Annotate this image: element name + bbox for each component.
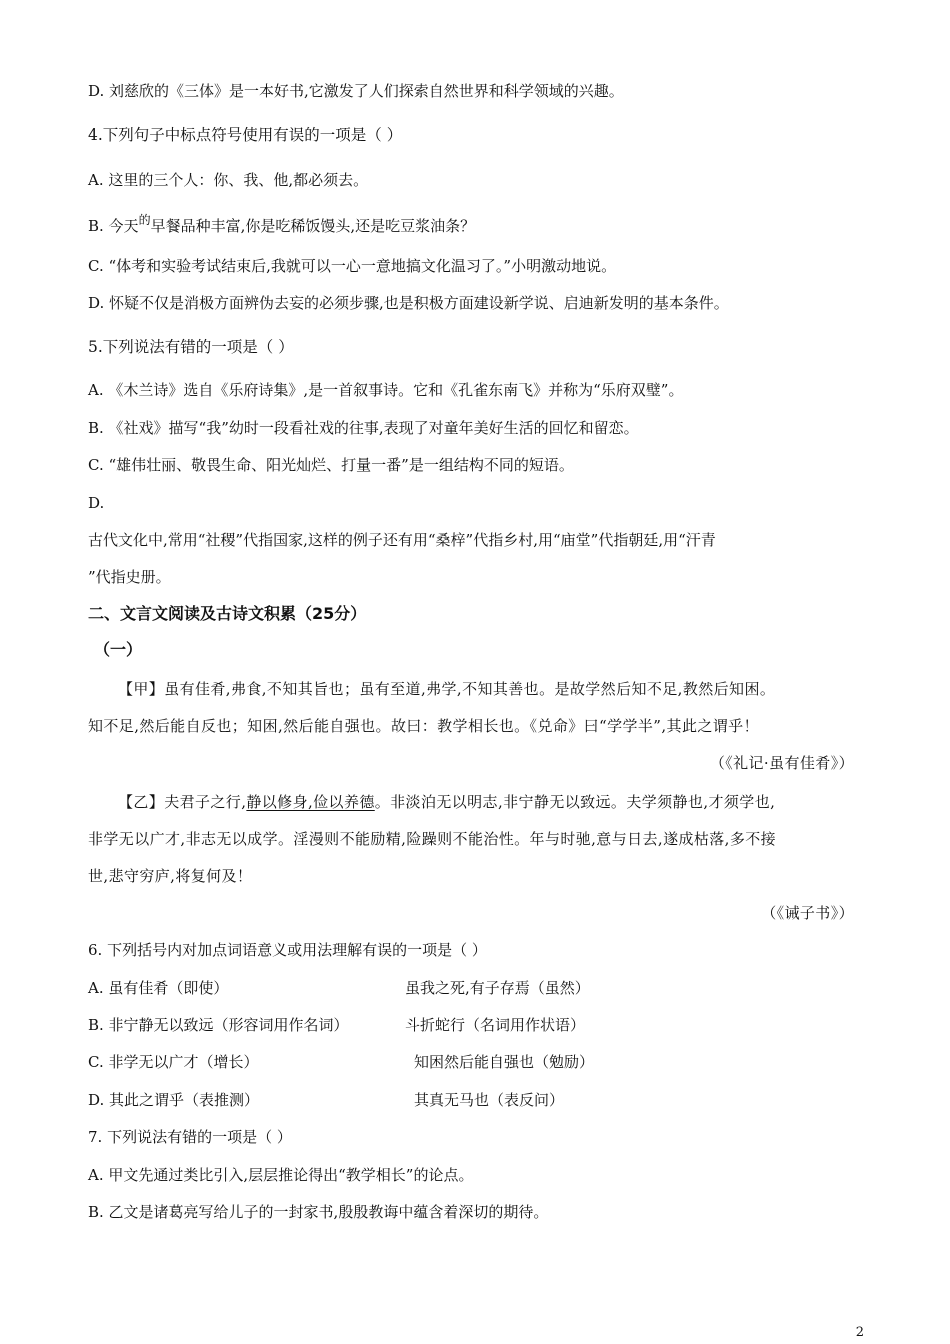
passage-yi-post: 。非淡泊无以明志,非宁静无以致远。夫学须静也,才须学也,	[374, 793, 776, 811]
q6-option-a-left: A. 虽有佳肴（即使）	[88, 979, 229, 997]
q4-option-b-pre: B. 今天	[88, 217, 139, 235]
q6-option-d-right: 其真无马也（表反问）	[414, 1091, 565, 1109]
q5-option-b: B. 《社戏》描写“我”幼时一段看社戏的往事,表现了对童年美好生活的回忆和留恋。	[88, 419, 639, 437]
q6-option-b-right: 斗折蛇行（名词用作状语）	[405, 1016, 586, 1034]
q5-option-c: C. “雄伟壮丽、敬畏生命、阳光灿烂、打量一番”是一组结构不同的短语。	[88, 456, 574, 474]
passage-yi-underlined: 静以修身,俭以养德	[246, 793, 375, 811]
q4-stem: 4.下列句子中标点符号使用有误的一项是（ ）	[88, 126, 403, 144]
q7-option-a: A. 甲文先通过类比引入,层层推论得出“教学相长”的论点。	[88, 1166, 474, 1184]
passage-yi-line1	[118, 792, 775, 812]
q6-stem: 6. 下列括号内对加点词语意义或用法理解有误的一项是（ ）	[88, 941, 487, 959]
q7-stem: 7. 下列说法有错的一项是（ ）	[88, 1128, 292, 1146]
q6-option-c-right: 知困然后能自强也（勉励）	[414, 1053, 595, 1071]
q5-option-d-label: D.	[88, 494, 105, 512]
q4-option-b-post: 早餐品种丰富,你是吃稀饭馒头,还是吃豆浆油条？	[150, 217, 476, 235]
q4-option-d: D. 怀疑不仅是消极方面辨伪去妄的必须步骤,也是积极方面建设新学说、启迪新发明的基本条件。	[88, 294, 729, 312]
passage-yi-pre: 【乙】夫君子之行,	[118, 793, 247, 811]
q6-option-d-left: D. 其此之谓乎（表推测）	[88, 1091, 260, 1109]
q4-option-b	[88, 213, 476, 237]
q5-option-d-line1: 古代文化中,常用“社稷”代指国家,这样的例子还有用“桑梓”代指乡村,用“庙堂”代指朝廷,用“汗青	[88, 531, 716, 549]
q4-option-a: A. 这里的三个人：你、我、他,都必须去。	[88, 171, 369, 189]
page-number: 2	[855, 1325, 864, 1340]
q6-option-c-left: C. 非学无以广才（增长）	[88, 1053, 259, 1071]
q6-option-b-left: B. 非宁静无以致远（形容词用作名词）	[88, 1016, 349, 1034]
q7-option-b: B. 乙文是诸葛亮写给儿子的一封家书,殷殷教诲中蕴含着深切的期待。	[88, 1203, 549, 1221]
q5-option-a: A. 《木兰诗》选自《乐府诗集》,是一首叙事诗。它和《孔雀东南飞》并称为“乐府双璧”。	[88, 381, 684, 399]
passage-yi-source: （《诫子书》）	[761, 904, 854, 922]
q4-option-b-sup: 的	[138, 213, 151, 227]
q5-option-d-line2: ”代指史册。	[88, 568, 171, 586]
q5-stem: 5.下列说法有错的一项是（ ）	[88, 338, 294, 356]
passage-yi-line2: 非学无以广才,非志无以成学。淫漫则不能励精,险躁则不能治性。年与时驰,意与日去,遂成枯落,多不接	[88, 830, 777, 848]
section-title: 二、文言文阅读及古诗文积累（25分）	[88, 604, 367, 623]
q6-option-a-right: 虽我之死,有子存焉（虽然）	[405, 979, 590, 997]
q3-option-d: D. 刘慈欣的《三体》是一本好书,它激发了人们探索自然世界和科学领域的兴趣。	[88, 82, 624, 100]
passage-yi-line3: 世,悲守穷庐,将复何及！	[88, 867, 253, 885]
q4-option-c: C. “体考和实验考试结束后,我就可以一心一意地搞文化温习了。”小明激动地说。	[88, 257, 617, 275]
passage-jia-source: （《礼记·虽有佳肴》）	[709, 754, 854, 772]
passage-jia-line1: 【甲】虽有佳肴,弗食,不知其旨也；虽有至道,弗学,不知其善也。是故学然后知不足,教然后知困。	[118, 680, 776, 698]
subsection-title: （一）	[94, 640, 143, 659]
passage-jia-line2: 知不足,然后能自反也；知困,然后能自强也。故曰：教学相长也。《兑命》曰“学学半”,其此之谓乎！	[88, 717, 759, 735]
